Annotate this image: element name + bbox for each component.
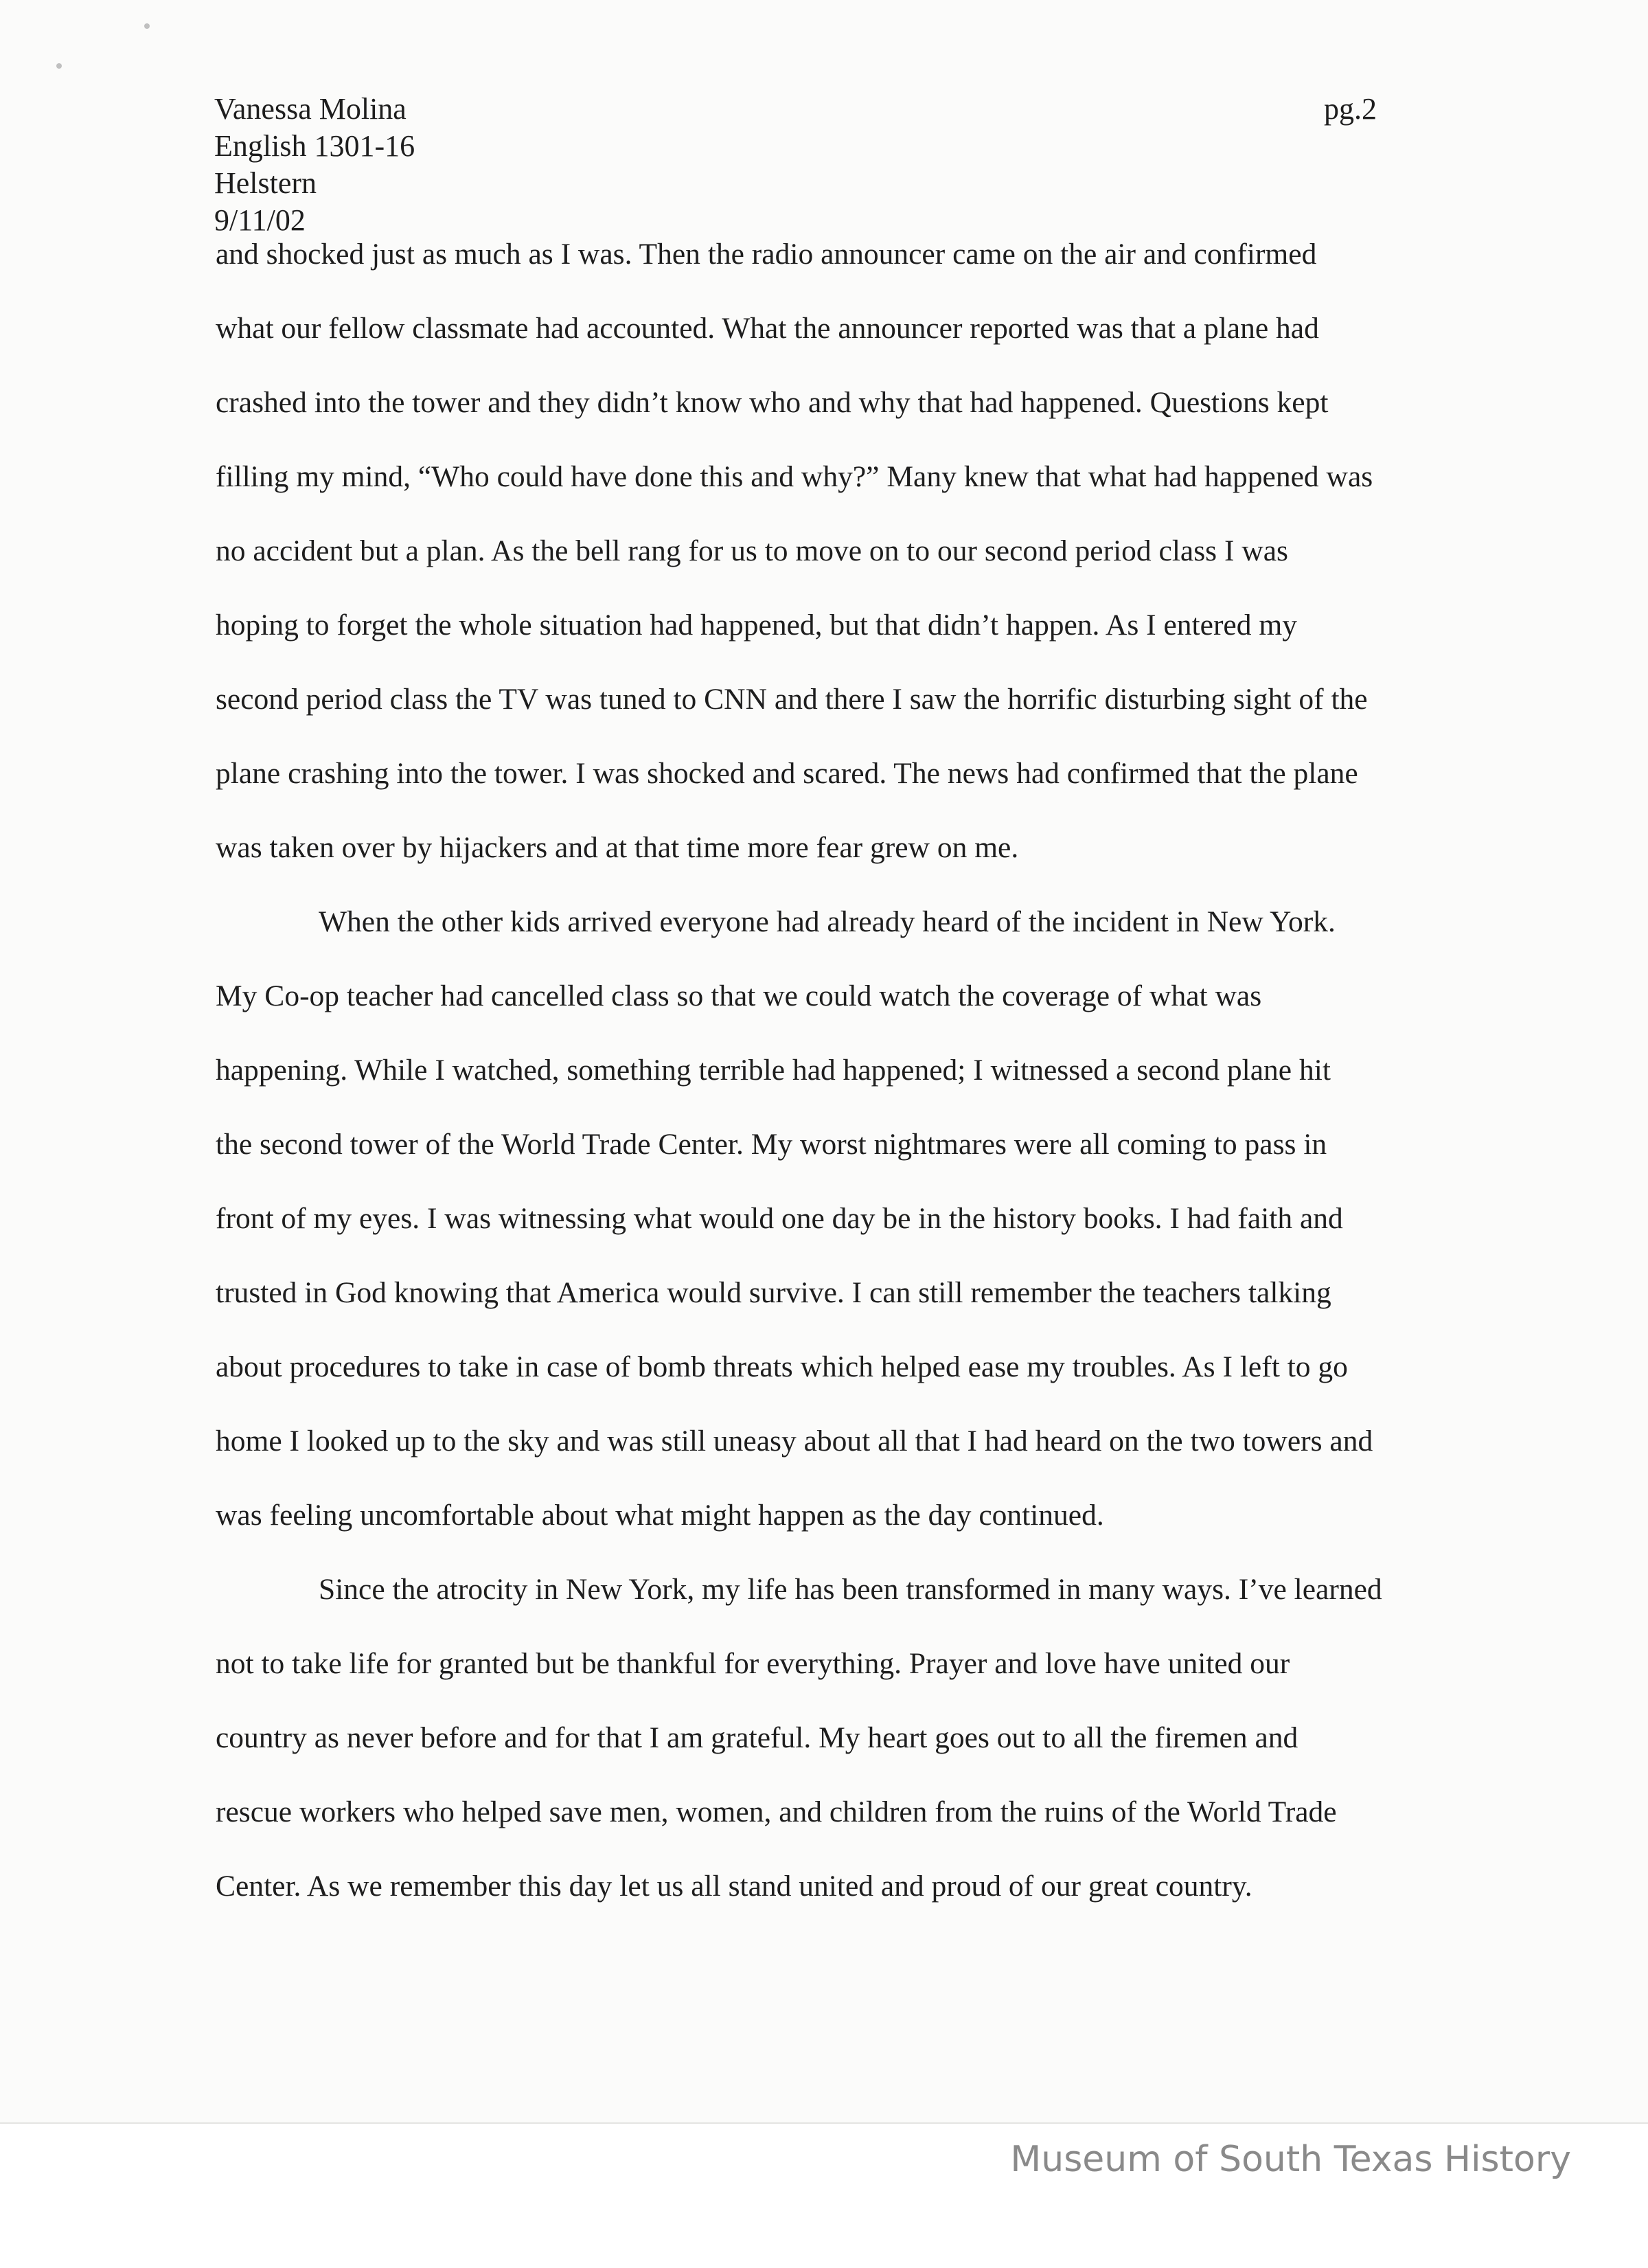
document-header <box>214 91 415 239</box>
text-line: front of my eyes. I was witnessing what would one day be in the history books. I had faith and <box>216 1202 1343 1235</box>
text-line: crashed into the tower and they didn’t know who and why that had happened. Questions kept <box>216 386 1329 419</box>
text-line: was taken over by hijackers and at that time more fear grew on me. <box>216 831 1019 864</box>
scan-speck <box>56 63 62 69</box>
museum-watermark: Museum of South Texas History <box>1010 2139 1571 2180</box>
text-line: home I looked up to the sky and was still uneasy about all that I had heard on the two towers and <box>216 1425 1373 1458</box>
text-line: plane crashing into the tower. I was shocked and scared. The news had confirmed that the plane <box>216 757 1358 790</box>
text-line: no accident but a plan. As the bell rang for us to move on to our second period class I was <box>216 534 1288 567</box>
paragraph-start-line: When the other kids arrived everyone had already heard of the incident in New York. <box>319 905 1336 938</box>
text-line: trusted in God knowing that America would survive. I can still remember the teachers talking <box>216 1276 1331 1309</box>
text-line: Center. As we remember this day let us all stand united and proud of our great country. <box>216 1870 1252 1903</box>
instructor-name: Helstern <box>214 166 317 200</box>
essay-body <box>216 234 1493 1940</box>
document-date: 9/11/02 <box>214 203 306 237</box>
text-line: about procedures to take in case of bomb threats which helped ease my troubles. As I left to go <box>216 1350 1348 1383</box>
author-name: Vanessa Molina <box>214 92 407 126</box>
text-line: country as never before and for that I am grateful. My heart goes out to all the firemen and <box>216 1721 1298 1754</box>
text-line: what our fellow classmate had accounted. What the announcer reported was that a plane had <box>216 312 1319 345</box>
text-line: My Co-op teacher had cancelled class so that we could watch the coverage of what was <box>216 979 1262 1012</box>
text-line: second period class the TV was tuned to CNN and there I saw the horrific disturbing sight of the <box>216 683 1368 716</box>
text-line: not to take life for granted but be thankful for everything. Prayer and love have united our <box>216 1647 1290 1680</box>
text-line: and shocked just as much as I was. Then the radio announcer came on the air and confirmed <box>216 238 1317 271</box>
course-name: English 1301-16 <box>214 129 415 163</box>
text-line: was feeling uncomfortable about what might happen as the day continued. <box>216 1499 1104 1532</box>
scan-speck <box>144 23 150 29</box>
paragraph-start-line: Since the atrocity in New York, my life has been transformed in many ways. I’ve learned <box>319 1573 1382 1606</box>
text-line: filling my mind, “Who could have done this and why?” Many knew that what had happened was <box>216 460 1373 493</box>
text-line: rescue workers who helped save men, women, and children from the ruins of the World Trade <box>216 1795 1337 1828</box>
text-line: the second tower of the World Trade Center. My worst nightmares were all coming to pass in <box>216 1128 1327 1161</box>
text-line: happening. While I watched, something terrible had happened; I witnessed a second plane hit <box>216 1054 1331 1087</box>
text-line: hoping to forget the whole situation had happened, but that didn’t happen. As I entered my <box>216 609 1297 642</box>
page-number: pg.2 <box>1324 92 1377 126</box>
